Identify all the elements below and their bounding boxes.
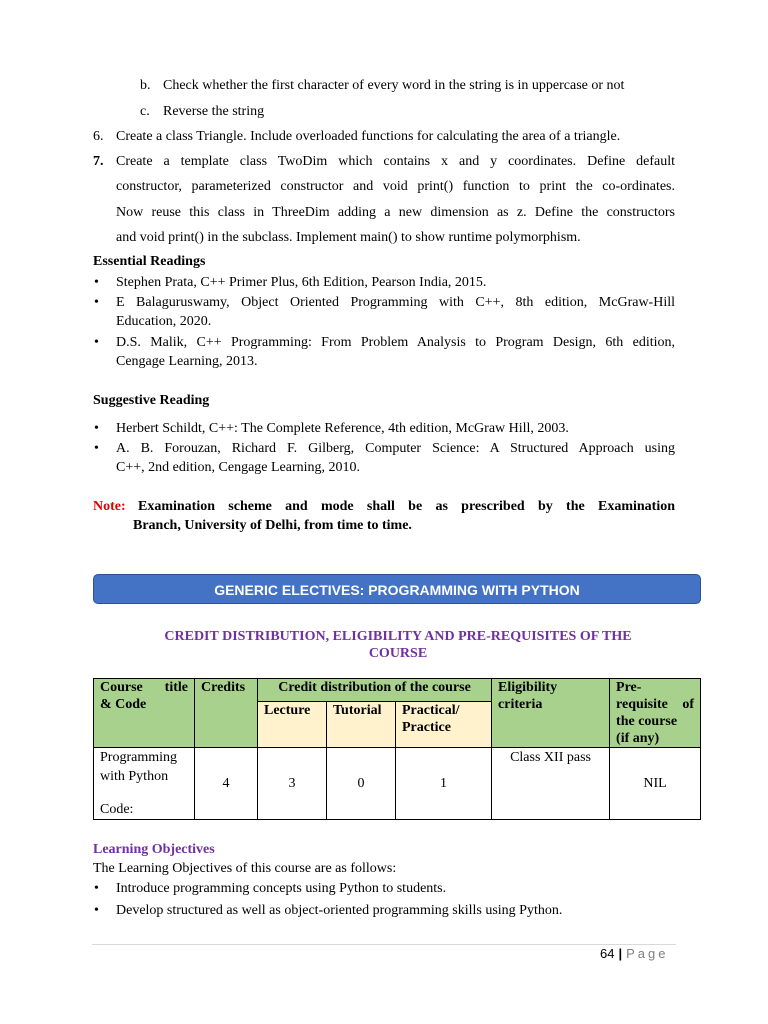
note-label: Note: (93, 499, 126, 514)
page-label: Page (626, 946, 669, 961)
header-prerequisite: Pre- requisite of the course (if any) (610, 679, 701, 748)
list-item-7-line: and void print() in the subclass. Implement main() to show runtime polymorphism. (116, 230, 581, 245)
header-credits: Credits (195, 679, 258, 748)
list-item-6: Create a class Triangle. Include overloaded functions for calculating the area of a triangle. (116, 129, 621, 144)
note-text: Examination scheme and mode shall be as prescribed by the Examination (138, 499, 675, 514)
essential-readings-heading: Essential Readings (93, 254, 206, 269)
bullet-icon: • (94, 881, 99, 896)
bullet-icon: • (94, 275, 99, 290)
list-item-7-line: Now reuse this class in ThreeDim adding a new dimension as z. Define the constructors (116, 205, 675, 220)
cell-practical: 1 (396, 748, 492, 820)
footer-separator: | (618, 946, 623, 961)
bullet-icon: • (94, 441, 99, 456)
list-item-b: Check whether the first character of every word in the string is in uppercase or not (163, 78, 625, 93)
list-item-7-line: Create a template class TwoDim which contains x and y coordinates. Define default (116, 154, 675, 169)
page-number: 64 (600, 946, 615, 961)
reading-item-cont: C++, 2nd edition, Cengage Learning, 2010. (116, 460, 361, 475)
list-item-7-line: constructor, parameterized constructor and void print() function to print the co-ordinates. (116, 179, 675, 194)
footer-rule (92, 944, 676, 945)
cell-eligibility: Class XII pass (492, 748, 610, 820)
cell-lecture: 3 (258, 748, 327, 820)
list-item-c: Reverse the string (163, 104, 265, 119)
note-text-cont: Branch, University of Delhi, from time to time. (133, 518, 412, 533)
cell-course: Programming with Python Code: (94, 748, 195, 820)
reading-item-cont: Cengage Learning, 2013. (116, 354, 258, 369)
reading-item-cont: Education, 2020. (116, 314, 212, 329)
credit-distribution-table (93, 678, 701, 820)
reading-item: A. B. Forouzan, Richard F. Gilberg, Computer Science: A Structured Approach using (116, 441, 675, 456)
table-header-row (94, 679, 701, 702)
header-eligibility: Eligibility criteria (492, 679, 610, 748)
reading-item: E Balaguruswamy, Object Oriented Programming with C++, 8th edition, McGraw-Hill (116, 295, 675, 310)
list-marker-7: 7. (93, 154, 104, 169)
reading-item: Stephen Prata, C++ Primer Plus, 6th Edition, Pearson India, 2015. (116, 275, 487, 290)
credit-section-title: CREDIT DISTRIBUTION, ELIGIBILITY AND PRE-REQUISITES OF THE (164, 629, 632, 644)
cell-tutorial: 0 (327, 748, 396, 820)
suggestive-reading-heading: Suggestive Reading (93, 393, 210, 408)
header-tutorial: Tutorial (327, 702, 396, 748)
objective-item: Develop structured as well as object-oriented programming skills using Python. (116, 903, 563, 918)
bullet-icon: • (94, 421, 99, 436)
bullet-icon: • (94, 335, 99, 350)
section-banner: GENERIC ELECTIVES: PROGRAMMING WITH PYTHON (93, 574, 701, 604)
list-marker-c: c. (140, 104, 150, 119)
list-marker-b: b. (140, 78, 151, 93)
header-course-title: Course title & Code (94, 679, 195, 748)
header-credit-distribution: Credit distribution of the course (258, 679, 492, 702)
reading-item: D.S. Malik, C++ Programming: From Problem Analysis to Program Design, 6th edition, (116, 335, 675, 350)
credit-section-title-cont: COURSE (368, 646, 428, 661)
cell-prerequisite: NIL (610, 748, 701, 820)
page-footer (600, 944, 668, 964)
table-row (94, 748, 701, 820)
list-marker-6: 6. (93, 129, 104, 144)
learning-objectives-intro: The Learning Objectives of this course are as follows: (93, 861, 397, 876)
learning-objectives-heading: Learning Objectives (93, 842, 215, 857)
cell-credits: 4 (195, 748, 258, 820)
bullet-icon: • (94, 295, 99, 310)
bullet-icon: • (94, 903, 99, 918)
objective-item: Introduce programming concepts using Python to students. (116, 881, 447, 896)
header-lecture: Lecture (258, 702, 327, 748)
header-practical: Practical/ Practice (396, 702, 492, 748)
reading-item: Herbert Schildt, C++: The Complete Reference, 4th edition, McGraw Hill, 2003. (116, 421, 569, 436)
